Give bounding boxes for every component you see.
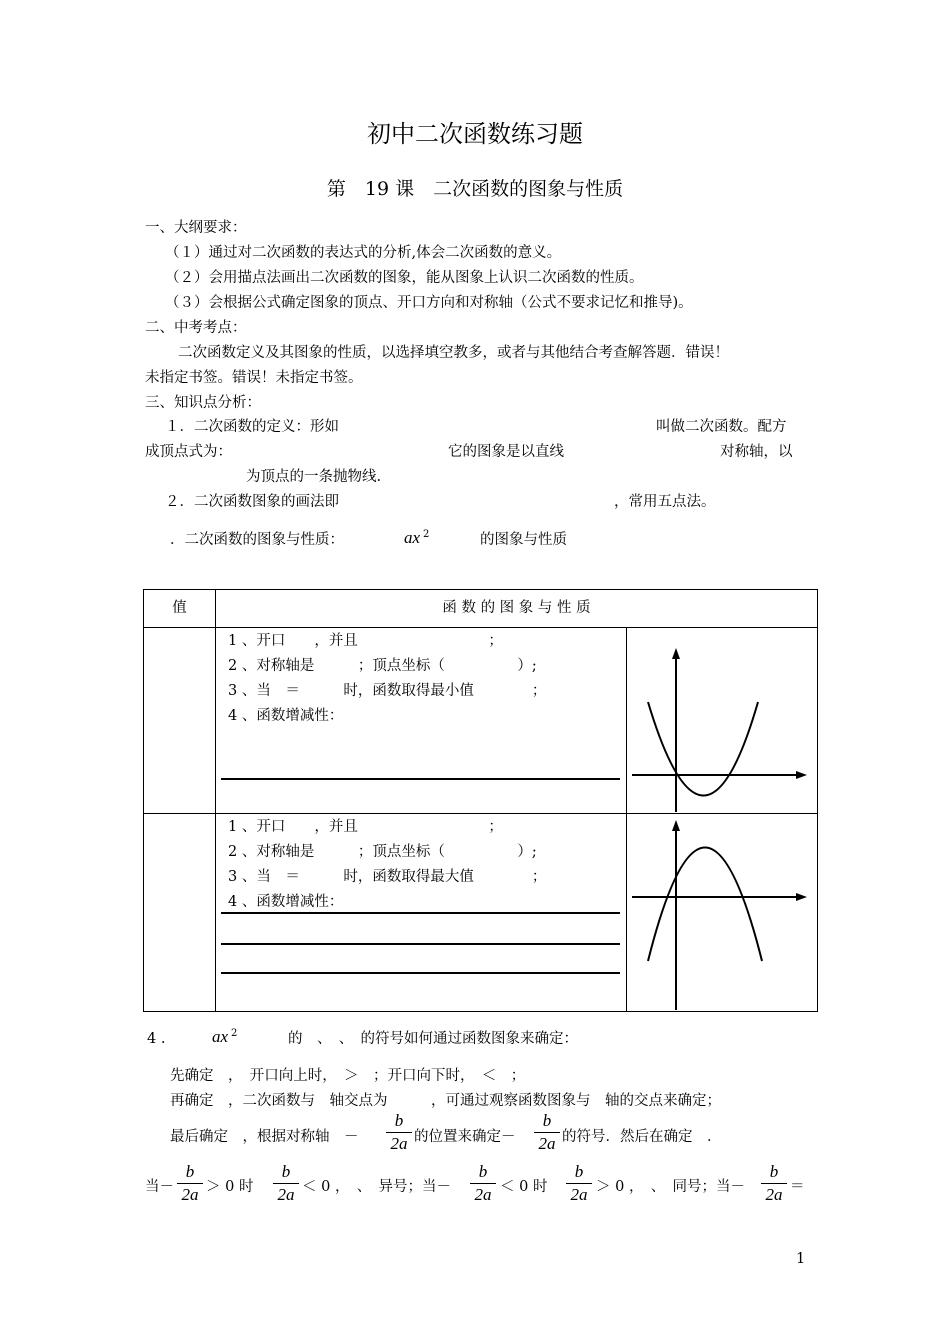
section-1-item-2: （２）会用描点法画出二次函数的图象，能从图象上认识二次函数的性质。 [165, 270, 644, 286]
determine-a-text: 先确定 ， 开口向上时， ＞ ；开口向下时， ＜ ； [170, 1068, 526, 1084]
sign-rule-less: ＜ 0 时 [500, 1179, 548, 1195]
axis-line-text: 它的图象是以直线 [448, 444, 564, 460]
row-1-answer-line [221, 778, 620, 780]
fraction-denominator: 2a [765, 1185, 783, 1204]
sign-rule-greater: ＞ 0 时 [206, 1179, 254, 1195]
fraction-denominator: 2a [474, 1185, 492, 1204]
determine-c-text: 再确定 ，二次函数与 轴交点为 ，可通过观察函数图象与 轴的交点来确定； [170, 1093, 721, 1109]
drawing-method-text: ２．二次函数图象的画法即 [165, 494, 339, 510]
section-2-line-1: 二次函数定义及其图象的性质，以选择填空教多，或者与其他结合考查解答题．错误！ [178, 345, 729, 361]
fraction-b-over-2a [386, 1111, 412, 1154]
row-2-line-1: 1 、开口 ，并且 ； [228, 819, 503, 835]
row-2-answer-line-1 [221, 912, 620, 914]
fraction-numerator: b [478, 1162, 488, 1181]
properties-intro-tail: 的图象与性质 [480, 532, 567, 548]
sign-rule-opposite: ＜ 0 ， 、 异号；当－ [302, 1179, 451, 1195]
fraction-denominator: 2a [570, 1185, 588, 1204]
fraction-numerator: b [394, 1111, 404, 1130]
definition-text: １．二次函数的定义：形如 [165, 419, 339, 435]
row-1-line-2: 2 、对称轴是 ；顶点坐标（ ）; [228, 658, 537, 674]
row-2-line-4: 4 、函数增减性： [228, 894, 344, 910]
axis-line-tail: 对称轴，以 [720, 444, 793, 460]
sign-rule-start: 当－ [145, 1179, 174, 1195]
definition-text-tail: 叫做二次函数。配方 [656, 419, 787, 435]
question-4-exponent: 2 [231, 1028, 238, 1039]
fraction-denominator: 2a [538, 1134, 556, 1153]
table-header-properties: 函 数 的 图 象 与 性 质 [442, 600, 591, 616]
drawing-method-tail: ，常用五点法。 [614, 494, 716, 510]
lesson-subtitle: 第 19 课 二次函数的图象与性质 [326, 178, 624, 200]
question-4-number: 4 . [147, 1031, 166, 1047]
vertex-form-text: 成顶点式为： [145, 444, 232, 460]
fraction-numerator: b [769, 1162, 779, 1181]
formula-exponent: 2 [423, 529, 430, 540]
section-1-heading: 一、大纲要求： [145, 220, 247, 236]
question-4-text: 的 、 、 的符号如何通过函数图象来确定： [288, 1031, 578, 1047]
determine-b-text-middle: 的位置来确定－ [414, 1129, 516, 1145]
page-title: 初中二次函数练习题 [367, 120, 583, 148]
fraction-b-over-2a [566, 1162, 592, 1205]
fraction-numerator: b [542, 1111, 552, 1130]
fraction-numerator: b [185, 1162, 195, 1181]
page-number: 1 [796, 1251, 806, 1267]
fraction-numerator: b [574, 1162, 584, 1181]
question-4-ax: ax [212, 1027, 229, 1046]
row-2-answer-line-3 [221, 972, 620, 974]
sign-rule-equal: ＝ [790, 1179, 805, 1195]
formula-ax: ax [404, 528, 421, 547]
row-2-answer-line-2 [221, 943, 620, 945]
fraction-denominator: 2a [181, 1185, 199, 1204]
determine-b-text: 最后确定 ，根据对称轴 － [170, 1129, 359, 1145]
table-header-value: 值 [172, 600, 187, 616]
row-1-line-3: 3 、当 ＝ 时，函数取得最小值 ； [228, 683, 547, 699]
section-1-item-3: （３）会根据公式确定图象的顶点、开口方向和对称轴（公式不要求记忆和推导)。 [165, 295, 693, 311]
section-3-heading: 三、知识点分析： [145, 395, 261, 411]
vertex-parabola-text: 为顶点的一条抛物线. [246, 469, 382, 485]
fraction-b-over-2a [470, 1162, 496, 1205]
determine-b-text-tail: 的符号．然后在确定 ． [562, 1129, 722, 1145]
row-2-line-3: 3 、当 ＝ 时，函数取得最大值 ； [228, 869, 547, 885]
fraction-b-over-2a [761, 1162, 787, 1205]
row-1-line-4: 4 、函数增减性： [228, 708, 344, 724]
row-1-value-cell [143, 627, 216, 814]
section-2-heading: 二、中考考点： [145, 320, 247, 336]
downward-parabola-graph [627, 814, 817, 1011]
fraction-denominator: 2a [277, 1185, 295, 1204]
row-2-value-cell [143, 813, 216, 1012]
upward-parabola-graph [627, 628, 817, 813]
fraction-b-over-2a [177, 1162, 203, 1205]
fraction-b-over-2a [273, 1162, 299, 1205]
section-1-item-1: （１）通过对二次函数的表达式的分析,体会二次函数的意义。 [165, 245, 562, 261]
fraction-b-over-2a [534, 1111, 560, 1154]
sign-rule-same: ＞ 0 ， 、 同号；当－ [596, 1179, 745, 1195]
row-1-line-1: 1 、开口 ，并且 ； [228, 633, 503, 649]
fraction-numerator: b [281, 1162, 291, 1181]
section-2-line-2: 未指定书签。错误！未指定书签。 [145, 370, 363, 386]
fraction-denominator: 2a [390, 1134, 408, 1153]
row-2-line-2: 2 、对称轴是 ；顶点坐标（ ）; [228, 844, 537, 860]
properties-intro: ．二次函数的图象与性质： [170, 532, 344, 548]
